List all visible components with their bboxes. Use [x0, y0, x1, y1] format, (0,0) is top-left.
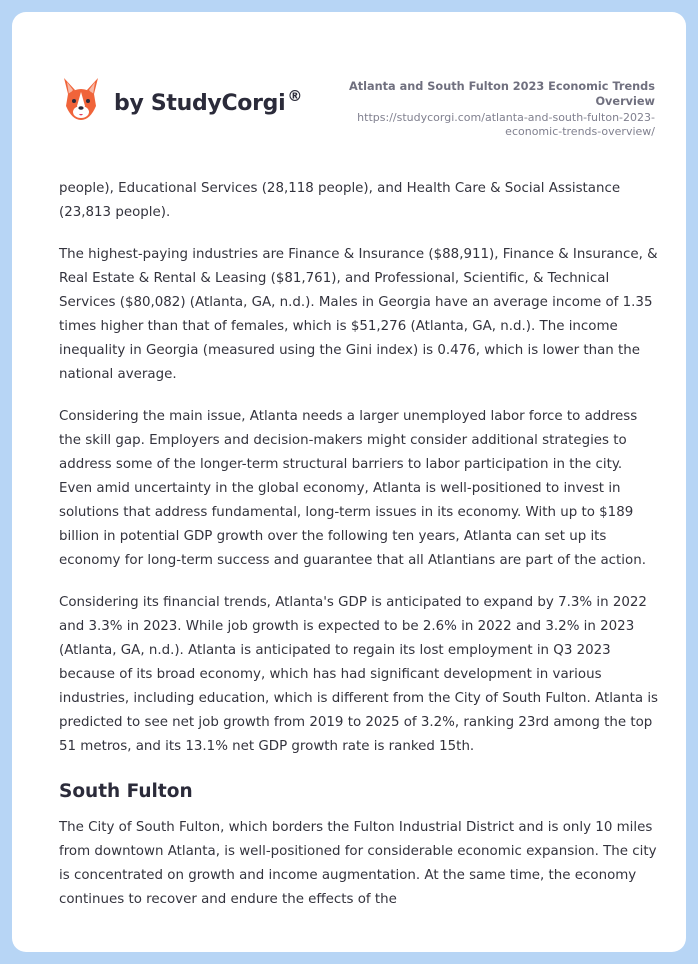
section-heading-south-fulton: South Fulton [59, 781, 193, 802]
registered-mark: ® [287, 86, 303, 105]
document-url[interactable] [295, 111, 655, 139]
document-url-line-2[interactable]: economic-trends-overview/ [505, 125, 655, 138]
document-body [59, 177, 659, 930]
paragraph-highest-paying-industries: The highest-paying industries are Finance & Insurance ($88,911), Finance & Insurance, & Real Estate & Rental & Leasing ($81,761), and Professional, Scientific, & Technical Services ($80,082) (Atlanta, GA, n.d.). Males in Georgia have an average income of 1.35 times higher than that of females, which is $51,276 (Atlanta, GA, n.d.). The income inequality in Georgia (measured using the Gini index) is 0.476, which is lower than the national average. [59, 247, 658, 382]
document-title: Atlanta and South Fulton 2023 Economic Trends Overview [348, 80, 655, 108]
document-page [12, 12, 686, 952]
studycorgi-logo[interactable] [60, 76, 302, 122]
document-info [295, 79, 655, 139]
document-url-line-1[interactable]: https://studycorgi.com/atlanta-and-south-fulton-2023- [357, 111, 655, 124]
corgi-icon [60, 76, 102, 122]
brand-text: by StudyCorgi [114, 90, 286, 116]
paragraph-main-issue: Considering the main issue, Atlanta needs a larger unemployed labor force to address the skill gap. Employers and decision-makers might consider additional strategies to address some of the longer-term structural barriers to labor participation in the city. Even amid uncertainty in the global economy, Atlanta is well-positioned to invest in solutions that address fundamental, long-term issues in its economy. With up to $189 billion in potential GDP growth over the following ten years, Atlanta can set up its economy for long-term success and guarantee that all Atlantians are part of the action. [59, 409, 646, 568]
paragraph-south-fulton: The City of South Fulton, which borders the Fulton Industrial District and is only 10 miles from downtown Atlanta, is well-positioned for considerable economic expansion. The city is concentrated on growth and income augmentation. At the same time, the economy continues to recover and endure the effects of the [59, 820, 657, 907]
paragraph-continuation: people), Educational Services (28,118 people), and Health Care & Social Assistance (23,813 people). [59, 181, 621, 220]
brand-name [114, 87, 302, 116]
paragraph-financial-trends: Considering its financial trends, Atlanta's GDP is anticipated to expand by 7.3% in 2022 and 3.3% in 2023. While job growth is expected to be 2.6% in 2022 and 3.2% in 2023 (Atlanta, GA, n.d.). Atlanta is anticipated to regain its lost employment in Q3 2023 because of its broad economy, which has had significant development in various industries, including education, which is different from the City of South Fulton. Atlanta is predicted to see net job growth from 2019 to 2025 of 3.2%, ranking 23rd among the top 51 metros, and its 13.1% net GDP growth rate is ranked 15th. [59, 595, 659, 754]
